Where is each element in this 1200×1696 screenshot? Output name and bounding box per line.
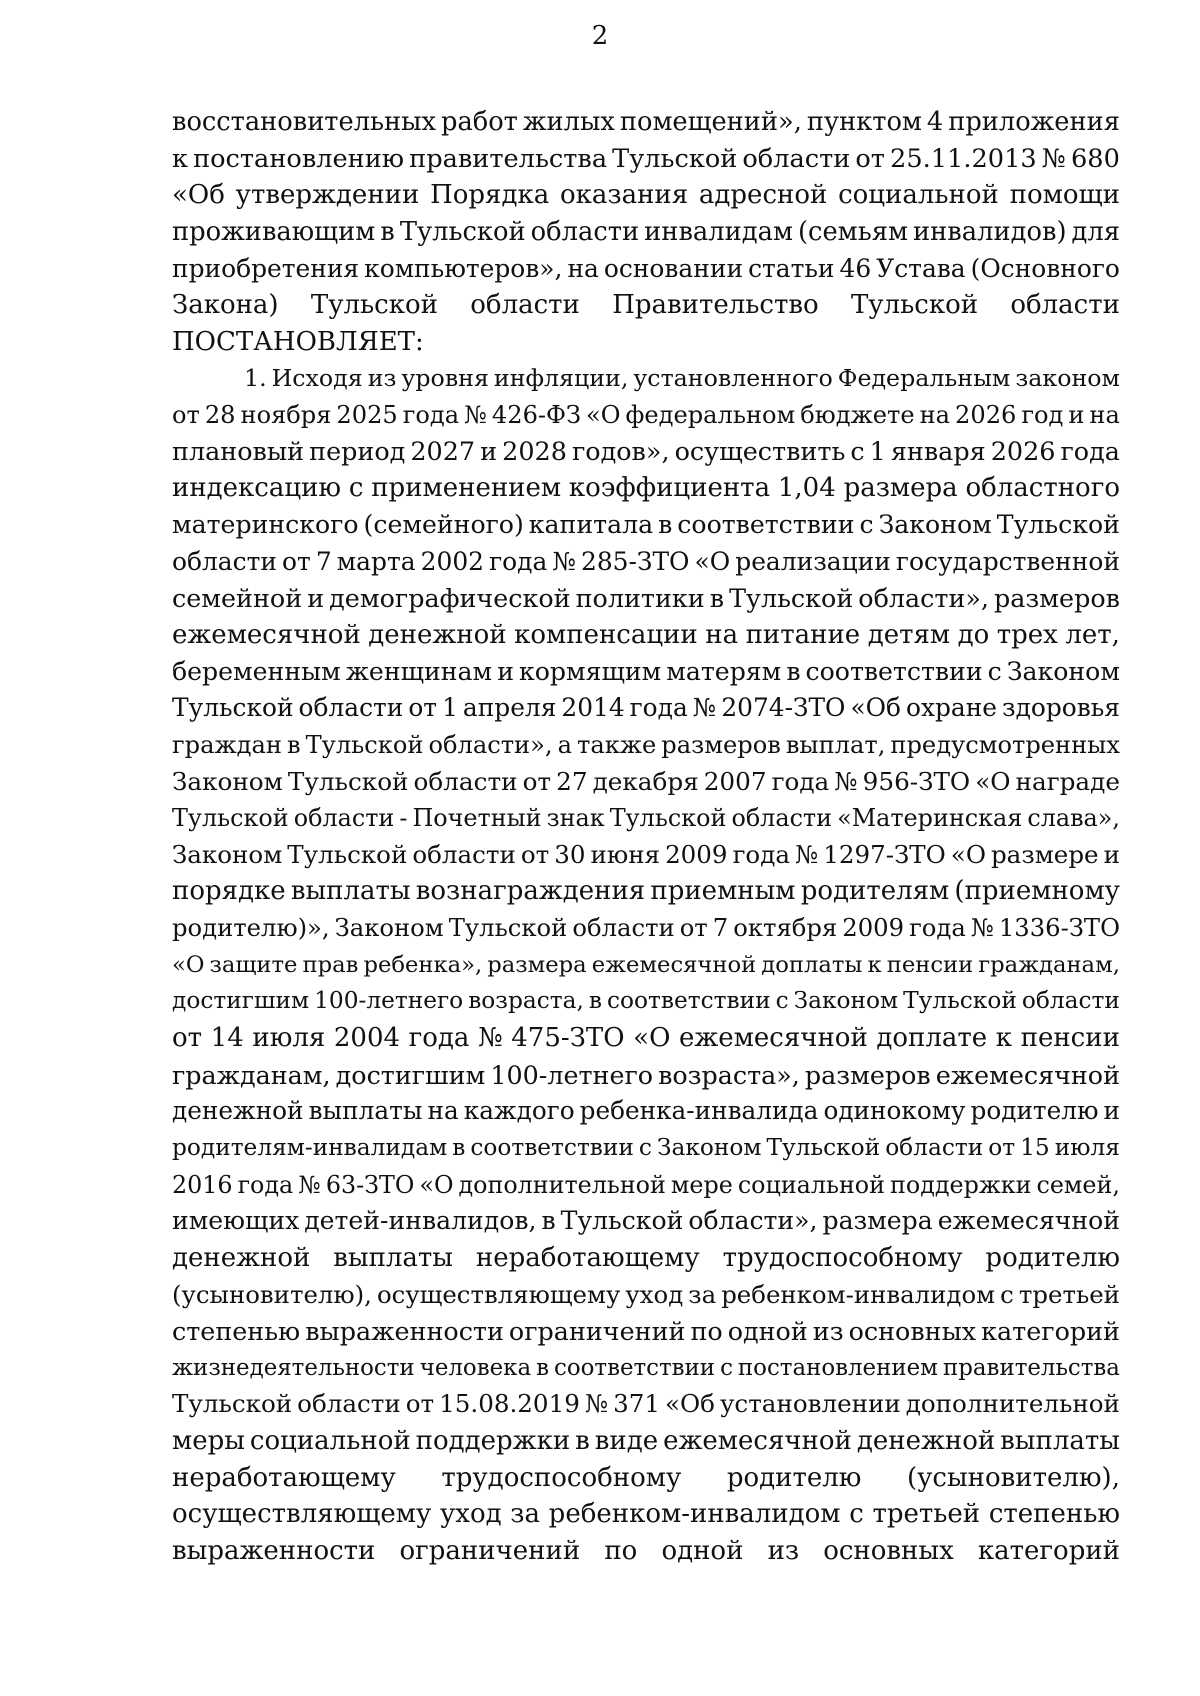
text-line: 2016 года № 63-ЗТО «О дополнительной мере социальной поддержки семей, [172, 1170, 1120, 1199]
text-line: денежной выплаты неработающему трудоспособному родителю [172, 1242, 1120, 1273]
text-line: достигшим 100-летнего возраста, в соответствии с Законом Тульской области [172, 987, 1120, 1015]
text-line: плановый период 2027 и 2028 годов», осуществить с 1 января 2026 года [172, 436, 1120, 467]
text-line: выраженности ограничений по одной из основных категорий [172, 1535, 1120, 1566]
text-line: Тульской области от 1 апреля 2014 года № 2074-ЗТО «Об охране здоровья [172, 693, 1120, 723]
text-line: восстановительных работ жилых помещений», пунктом 4 приложения [172, 107, 1120, 137]
text-line: граждан в Тульской области», а также размеров выплат, предусмотренных [172, 730, 1120, 759]
text-line: неработающему трудоспособному родителю (усыновителю), [172, 1462, 1120, 1493]
text-line: «Об утверждении Порядка оказания адресной социальной помощи [172, 180, 1120, 211]
text-line: имеющих детей-инвалидов, в Тульской области», размера ежемесячной [172, 1206, 1120, 1236]
text-line: Тульской области - Почетный знак Тульской области «Материнская слава», [172, 804, 1120, 833]
text-line: «О защите прав ребенка», размера ежемесячной доплаты к пенсии гражданам, [172, 951, 1120, 978]
text-line: ПОСТАНОВЛЯЕТ: [172, 326, 424, 357]
page-number: 2 [591, 21, 609, 51]
text-line: от 14 июля 2004 года № 475-ЗТО «О ежемесячной доплате к пенсии [172, 1023, 1120, 1054]
text-line: осуществляющему уход за ребенком-инвалидом с третьей степенью [172, 1499, 1120, 1530]
text-line: Тульской области от 15.08.2019 № 371 «Об установлении дополнительной [172, 1389, 1120, 1419]
text-line: денежной выплаты на каждого ребенка-инвалида одинокому родителю и [172, 1096, 1120, 1126]
text-line: ежемесячной денежной компенсации на питание детям до трех лет, [172, 619, 1120, 650]
text-line: родителям-инвалидам в соответствии с Законом Тульской области от 15 июля [172, 1133, 1120, 1161]
document-body [172, 104, 1120, 1570]
text-line: от 28 ноября 2025 года № 426-ФЗ «О федеральном бюджете на 2026 год и на [172, 401, 1120, 430]
text-line: беременным женщинам и кормящим матерям в соответствии с Законом [172, 656, 1120, 686]
text-line: индексацию с применением коэффициента 1,04 размера областного [172, 473, 1120, 504]
text-line: порядке выплаты вознаграждения приемным родителям (приемному [172, 876, 1120, 907]
text-line: родителю)», Законом Тульской области от 7 октября 2009 года № 1336-ЗТО [172, 913, 1120, 943]
text-line: гражданам, достигшим 100-летнего возраста», размеров ежемесячной [172, 1059, 1120, 1090]
text-line: материнского (семейного) капитала в соответствии с Законом Тульской [172, 510, 1120, 540]
text-line: (усыновителю), осуществляющему уход за ребенком-инвалидом с третьей [172, 1279, 1120, 1309]
text-line: степенью выраженности ограничений по одной из основных категорий [172, 1316, 1120, 1347]
text-line: приобретения компьютеров», на основании статьи 46 Устава (Основного [172, 253, 1120, 283]
text-line: 1. Исходя из уровня инфляции, установленного Федеральным законом [244, 364, 1120, 393]
text-line: жизнедеятельности человека в соответствии с постановлением правительства [172, 1354, 1120, 1381]
text-line: семейной и демографической политики в Тульской области», размеров [172, 583, 1120, 614]
text-line: Законом Тульской области от 30 июня 2009 года № 1297-ЗТО «О размере и [172, 839, 1120, 869]
text-line: проживающим в Тульской области инвалидам (семьям инвалидов) для [172, 216, 1120, 247]
text-line: Законом Тульской области от 27 декабря 2007 года № 956-ЗТО «О награде [172, 766, 1120, 796]
text-line: Закона) Тульской области Правительство Тульской области [172, 290, 1120, 321]
text-line: меры социальной поддержки в виде ежемесячной денежной выплаты [172, 1426, 1120, 1457]
text-line: области от 7 марта 2002 года № 285-ЗТО «О реализации государственной [172, 546, 1120, 576]
text-line: к постановлению правительства Тульской области от 25.11.2013 № 680 [172, 143, 1120, 174]
